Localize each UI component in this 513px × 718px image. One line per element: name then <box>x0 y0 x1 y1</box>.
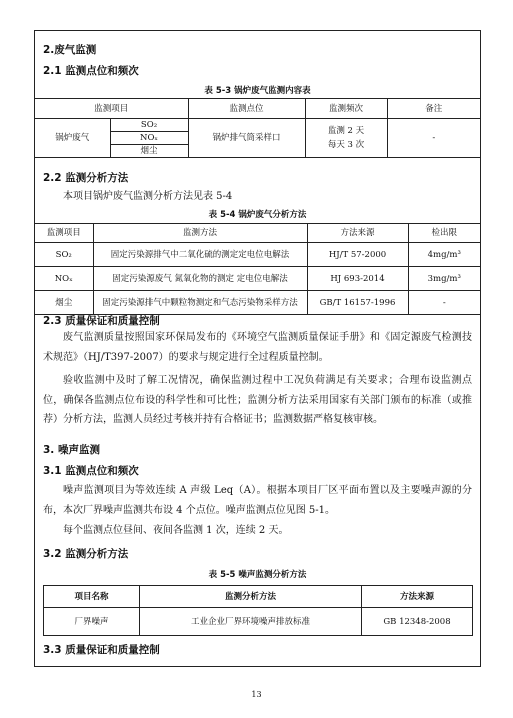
table-header-cell: 监测分析方法 <box>140 586 362 608</box>
table-header-cell: 方法来源 <box>362 586 473 608</box>
table-cell: - <box>408 291 480 315</box>
table-header-cell: 方法来源 <box>307 224 408 243</box>
table-5-4-caption: 表 5-4 锅炉废气分析方法 <box>208 210 307 220</box>
section-2-title: 2.废气监测 <box>43 44 97 56</box>
page-frame <box>34 30 481 667</box>
table-cell: SO₂ <box>35 243 93 267</box>
table-header-cell: 备注 <box>387 99 480 119</box>
freq-line-1: 监测 2 天 <box>327 126 365 136</box>
table-5-4 <box>35 223 480 315</box>
table-header-cell: 检出限 <box>408 224 480 243</box>
table-cell: 工业企业厂界环境噪声排放标准 <box>140 608 362 636</box>
table-cell: HJ 693-2014 <box>307 267 408 291</box>
table-cell: NOₓ <box>110 132 188 145</box>
page-number: 13 <box>251 690 262 699</box>
table-cell <box>305 119 387 158</box>
table-cell: 烟尘 <box>110 145 188 158</box>
table-cell: GB 12348-2008 <box>362 608 473 636</box>
table-header-cell: 监测点位 <box>188 99 305 119</box>
table-cell: 固定污染源排气中颗粒物测定和气态污染物采样方法 <box>93 291 307 315</box>
table-header-cell: 监测项目 <box>35 99 188 119</box>
table-5-3-caption: 表 5-3 锅炉废气监测内容表 <box>204 86 311 96</box>
table-cell: 烟尘 <box>35 291 93 315</box>
section-2-3-para-1: 废气监测质量按照国家环保局发布的《环境空气监测质量保证手册》和《固定源废气检测技术规范》（HJ/T397-2007）的要求与规定进行全过程质量控制。 <box>43 332 472 363</box>
table-cell: 锅炉废气 <box>35 119 110 158</box>
freq-line-2: 每天 3 次 <box>327 140 365 150</box>
table-cell: - <box>387 119 480 158</box>
table-5-5-caption: 表 5-5 噪声监测分析方法 <box>208 570 307 580</box>
section-2-2-text: 本项目锅炉废气监测分析方法见表 5-4 <box>63 191 233 202</box>
table-cell: 锅炉排气筒采样口 <box>188 119 305 158</box>
section-2-1-title: 2.1 监测点位和频次 <box>43 65 139 77</box>
table-cell: 4mg/m³ <box>408 243 480 267</box>
section-3-title: 3. 噪声监测 <box>43 444 100 456</box>
table-5-5 <box>43 585 473 636</box>
section-3-1-title: 3.1 监测点位和频次 <box>43 465 139 477</box>
table-5-3 <box>35 98 480 158</box>
table-cell: HJ/T 57-2000 <box>307 243 408 267</box>
section-3-3-title: 3.3 质量保证和质量控制 <box>43 644 160 656</box>
table-cell: SO₂ <box>110 119 188 132</box>
table-cell: 3mg/m³ <box>408 267 480 291</box>
section-2-3-para-2: 验收监测中及时了解工况情况，确保监测过程中工况负荷满足有关要求；合理布设监测点位，确保各监测点位布设的科学性和可比性；监测分析方法采用国家有关部门颁布的标准（或推荐）分析方法，监测人员经过考核并持有合格证书；监测数据严格复核审核。 <box>43 375 472 425</box>
table-cell: 固定污染源废气 氮氧化物的测定 定电位电解法 <box>93 267 307 291</box>
table-header-cell: 项目名称 <box>44 586 140 608</box>
table-header-cell: 监测项目 <box>35 224 93 243</box>
section-2-2-title: 2.2 监测分析方法 <box>43 172 129 184</box>
table-cell: 固定污染源排气中二氧化硫的测定定电位电解法 <box>93 243 307 267</box>
table-cell: 厂界噪声 <box>44 608 140 636</box>
table-cell: GB/T 16157-1996 <box>307 291 408 315</box>
table-cell: NOₓ <box>35 267 93 291</box>
table-header-cell: 监测方法 <box>93 224 307 243</box>
section-3-2-title: 3.2 监测分析方法 <box>43 548 129 560</box>
section-3-1-para-2: 每个监测点位昼间、夜间各监测 1 次，连续 2 天。 <box>63 525 289 536</box>
section-3-1-para-1: 噪声监测项目为等效连续 A 声级 Leq（A）。根据本项目厂区平面布置以及主要噪声源的分布，本次厂界噪声监测共布设 4 个点位。噪声监测点位见图 5-1。 <box>43 485 472 516</box>
table-header-cell: 监测频次 <box>305 99 387 119</box>
section-2-3-title: 2.3 质量保证和质量控制 <box>43 315 160 327</box>
